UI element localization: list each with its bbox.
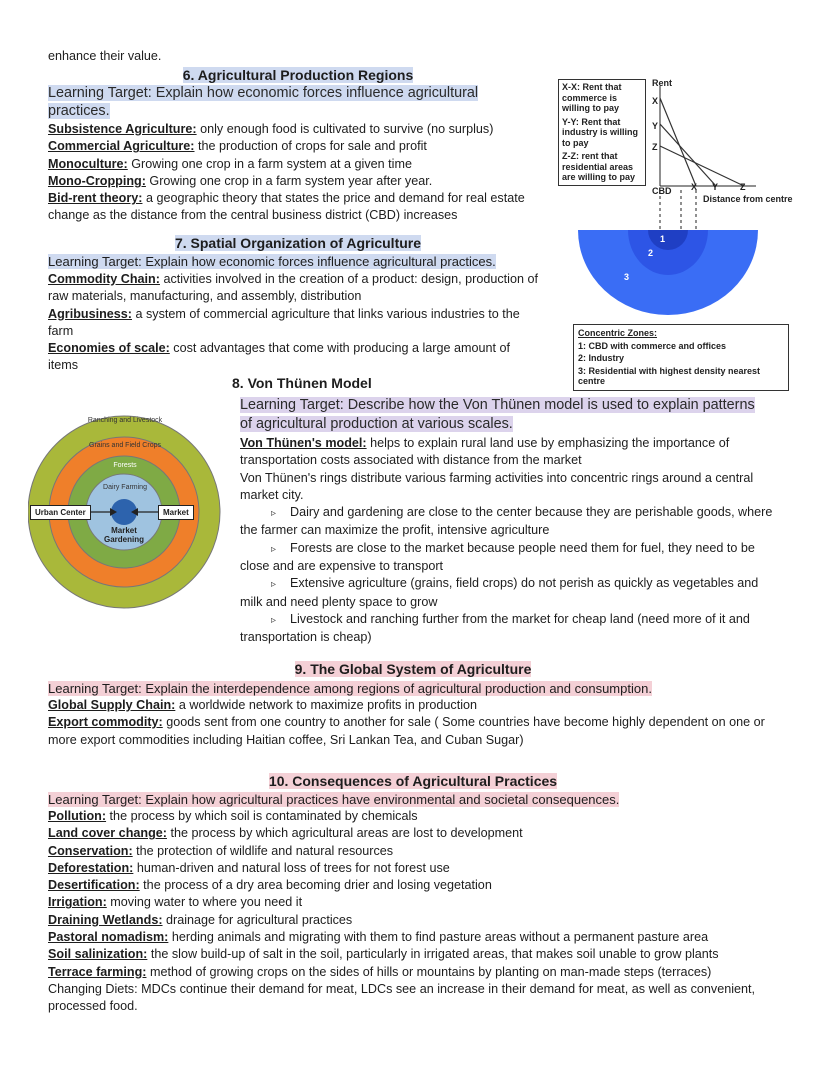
section9-title: 9. The Global System of Agriculture [294, 661, 532, 677]
market-box: Market [158, 505, 194, 520]
zone-number: 3 [624, 272, 630, 282]
term-item: Land cover change: the process by which agricultural areas are lost to development [48, 826, 523, 841]
term-item: Irrigation: moving water to where you need it [48, 895, 303, 910]
legend-item: Z-Z: rent that residential areas are willing to pay [562, 151, 636, 182]
term-item: Pollution: the process by which soil is contaminated by chemicals [48, 809, 418, 823]
y-tick: X [652, 96, 659, 106]
section7-terms [48, 271, 543, 375]
zone-item: 1: CBD with commerce and offices [578, 340, 727, 351]
section9-terms [48, 697, 783, 749]
term-item: Commercial Agriculture: the production of crops for sale and profit [48, 139, 427, 154]
line-residential [660, 146, 744, 186]
zone-number: 2 [648, 248, 654, 258]
section6-title: 6. Agricultural Production Regions [182, 67, 414, 83]
y-tick: Y [652, 121, 659, 131]
bullet-item: ▹ Extensive agriculture (grains, field crops) do not perish as quickly as vegetables and milk and need plenty space to grow [240, 576, 759, 609]
term-item: Von Thünen's model: helps to explain rural land use by emphasizing the importance of transportation costs associated with distance from the market [240, 436, 730, 468]
bid-rent-diagram [556, 76, 806, 386]
section6-learning-target: Learning Target: Explain how economic forces influence agricultural practices. [48, 85, 479, 119]
x-tick: Y [712, 182, 719, 192]
section10-learning-target: Learning Target: Explain how agricultural practices have environmental and societal consequences. [48, 792, 620, 807]
bullet-icon: ▹ [270, 579, 276, 591]
term-item: Export commodity: goods sent from one country to another for sale ( Some countries have become highly dependent on one or more export commodities including Haitian coffee, Sri Lankan Tea, and Cuban Sugar) [48, 715, 765, 747]
rings-text: Von Thünen's rings distribute various farming activities into concentric rings around a central market city. [240, 470, 754, 502]
y-axis-label: Rent [652, 78, 672, 88]
term-item: Global Supply Chain: a worldwide network to maximize profits in production [48, 698, 478, 712]
section7-title: 7. Spatial Organization of Agriculture [174, 235, 422, 251]
concentric-zones-graphic [578, 226, 768, 321]
legend-item: X-X: Rent that commerce is willing to pay [562, 82, 622, 113]
center-label: Market Gardening [103, 526, 144, 544]
section8-learning-target: Learning Target: Describe how the Von Thünen model is used to explain patterns of agricultural production at various scales. [240, 397, 755, 432]
ring-label: Forests [113, 462, 137, 469]
zone-number: 1 [660, 234, 666, 244]
term-item: Deforestation: human-driven and natural loss of trees for not forest use [48, 860, 450, 875]
bullet-item: ▹ Livestock and ranching further from the market for cheap land (need more of it and transportation is cheap) [240, 611, 750, 645]
bullet-icon: ▹ [270, 614, 276, 626]
intro-line: enhance their value. [48, 49, 162, 63]
zones-legend [573, 324, 789, 391]
term-item: Terrace farming: method of growing crops on the sides of hills or mountains by planting on man-made steps (terraces) [48, 964, 712, 979]
ring-label: Grains and Field Crops [89, 442, 161, 449]
term-item: Conservation: the protection of wildlife and natural resources [48, 843, 394, 858]
zone-item: 2: Industry [578, 353, 625, 363]
term-item: Soil salinization: the slow build-up of salt in the soil, particularly in irrigated areas, that makes soil unable to grow plants [48, 947, 719, 962]
x-tick: CBD [652, 186, 672, 196]
ring-label: Ranching and Livestock [87, 417, 163, 424]
x-tick: X [691, 182, 698, 192]
term-item: Commodity Chain: activities involved in the creation of a product: design, production of raw materials, manufacturing, and assembly, distribution [48, 272, 538, 304]
section10-terms [48, 808, 788, 1016]
bullet-icon: ▹ [270, 508, 276, 520]
term-item: Monoculture: Growing one crop in a farm system at a given time [48, 156, 412, 171]
zone-item: 3: Residential with highest density nearest centre [578, 365, 761, 386]
closing-text: Changing Diets: MDCs continue their demand for meat, LDCs see an increase in their demand for meat, as well as convenient, processed food. [48, 981, 756, 1014]
ring-label: Dairy Farming [103, 484, 147, 491]
term-item: Agribusiness: a system of commercial agriculture that links various industries to the farm [48, 306, 520, 338]
section10-title: 10. Consequences of Agricultural Practices [268, 773, 558, 789]
term-item: Subsistence Agriculture: only enough food is cultivated to survive (no surplus) [48, 122, 494, 136]
bullet-icon: ▹ [270, 543, 276, 555]
bullet-item: ▹ Dairy and gardening are close to the center because they are perishable goods, where the farmer can maximize the profit, intensive agriculture [240, 505, 773, 538]
von-thunen-diagram [28, 400, 223, 625]
zones-legend-title: Concentric Zones: [578, 328, 658, 338]
term-item: Pastoral nomadism: herding animals and migrating with them to find pasture areas without a permanent pasture area [48, 930, 709, 945]
x-tick: Z [740, 182, 746, 192]
section6-terms [48, 121, 533, 225]
section8-body [240, 435, 775, 647]
term-item: Mono-Cropping: Growing one crop in a farm system year after year. [48, 173, 433, 188]
x-axis-label: Distance from centre [703, 194, 793, 204]
legend-item: Y-Y: Rent that industry is willing to pay [562, 116, 639, 148]
term-item: Bid-rent theory: a geographic theory that states the price and demand for real estate change as the distance from the central business district (CBD) increases [48, 191, 525, 223]
term-item: Desertification: the process of a dry area becoming drier and losing vegetation [48, 878, 492, 893]
urban-center-box: Urban Center [30, 505, 91, 520]
section7-learning-target: Learning Target: Explain how economic forces influence agricultural practices. [48, 254, 496, 269]
section8-title: 8. Von Thünen Model [232, 375, 372, 391]
bullet-item: ▹ Forests are close to the market because people need them for fuel, they need to be close and are expensive to transport [240, 540, 755, 574]
line-commerce [660, 98, 696, 186]
term-item: Economies of scale: cost advantages that come with producing a large amount of items [48, 341, 511, 373]
y-tick: Z [652, 142, 658, 152]
line-industry [660, 124, 716, 186]
section9-learning-target: Learning Target: Explain the interdependence among regions of agricultural production and consumption. [48, 681, 652, 696]
term-item: Draining Wetlands: drainage for agricultural practices [48, 912, 353, 927]
